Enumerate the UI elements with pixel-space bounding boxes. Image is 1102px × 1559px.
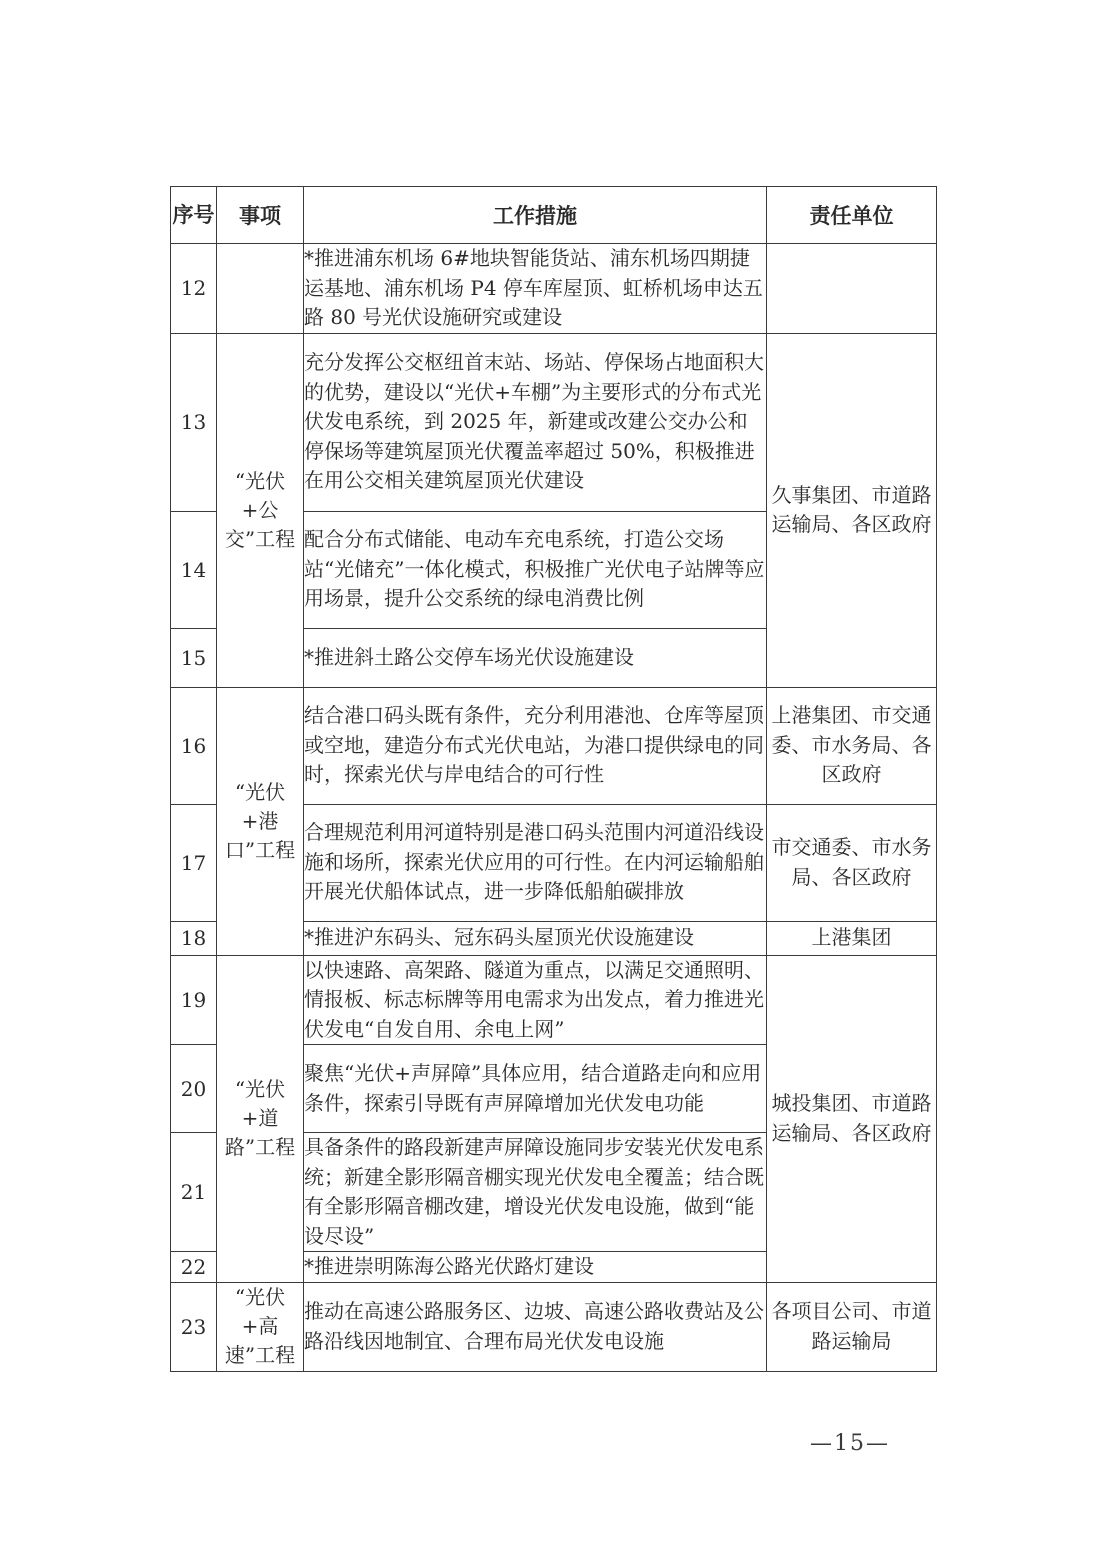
table-row (171, 244, 937, 334)
row-number: 19 (171, 955, 217, 1045)
row-number: 23 (171, 1282, 217, 1371)
table-row (171, 333, 937, 511)
row-number: 16 (171, 687, 217, 804)
measure-cell: *推进斜土路公交停车场光伏设施建设 (304, 628, 767, 687)
item-cell-empty (217, 244, 304, 334)
row-number: 17 (171, 804, 217, 921)
header-row (171, 187, 937, 244)
unit-cell-empty (767, 244, 937, 334)
item-bus: “光伏+公交”工程 (217, 333, 304, 687)
unit-port-17: 市交通委、市水务局、各区政府 (767, 804, 937, 921)
unit-bus: 久事集团、市道路运输局、各区政府 (767, 333, 937, 687)
measure-cell: 具备条件的路段新建声屏障设施同步安装光伏发电系统；新建全影形隔音棚实现光伏发电全覆盖；结合既有全影形隔音棚改建，增设光伏发电设施，做到“能设尽设” (304, 1133, 767, 1252)
table-row (171, 687, 937, 804)
table-row (171, 1282, 937, 1371)
measure-cell: 推动在高速公路服务区、边坡、高速公路收费站及公路沿线因地制宜、合理布局光伏发电设施 (304, 1282, 767, 1371)
unit-port-16: 上港集团、市交通委、市水务局、各区政府 (767, 687, 937, 804)
measure-cell: 充分发挥公交枢纽首末站、场站、停保场占地面积大的优势，建设以“光伏+车棚”为主要形式的分布式光伏发电系统，到 2025 年，新建或改建公交办公和停保场等建筑屋顶光伏覆盖率超过 50%，积极推进在用公交相关建筑屋顶光伏建设 (304, 333, 767, 511)
header-seq: 序号 (171, 187, 217, 244)
unit-highway: 各项目公司、市道路运输局 (767, 1282, 937, 1371)
measure-cell: 配合分布式储能、电动车充电系统，打造公交场站“光储充”一体化模式，积极推广光伏电子站牌等应用场景，提升公交系统的绿电消费比例 (304, 511, 767, 628)
measure-cell: 合理规范利用河道特别是港口码头范围内河道沿线设施和场所，探索光伏应用的可行性。在内河运输船舶开展光伏船体试点，进一步降低船舶碳排放 (304, 804, 767, 921)
page-number: —15— (810, 1431, 890, 1456)
header-item: 事项 (217, 187, 304, 244)
header-unit: 责任单位 (767, 187, 937, 244)
table-row (171, 955, 937, 1045)
measure-cell: *推进沪东码头、冠东码头屋顶光伏设施建设 (304, 921, 767, 955)
measures-table (170, 186, 937, 1372)
item-highway: “光伏+高速”工程 (217, 1282, 304, 1371)
header-measure: 工作措施 (304, 187, 767, 244)
row-number: 18 (171, 921, 217, 955)
row-number: 20 (171, 1045, 217, 1133)
row-number: 13 (171, 333, 217, 511)
measure-cell: *推进崇明陈海公路光伏路灯建设 (304, 1252, 767, 1283)
measure-cell: 结合港口码头既有条件，充分利用港池、仓库等屋顶或空地，建造分布式光伏电站，为港口提供绿电的同时，探索光伏与岸电结合的可行性 (304, 687, 767, 804)
unit-port-18: 上港集团 (767, 921, 937, 955)
item-road: “光伏+道路”工程 (217, 955, 304, 1282)
row-number: 21 (171, 1133, 217, 1252)
unit-road: 城投集团、市道路运输局、各区政府 (767, 955, 937, 1282)
measure-cell: *推进浦东机场 6#地块智能货站、浦东机场四期捷运基地、浦东机场 P4 停车库屋顶、虹桥机场申达五路 80 号光伏设施研究或建设 (304, 244, 767, 334)
item-port: “光伏+港口”工程 (217, 687, 304, 955)
measure-cell: 聚焦“光伏+声屏障”具体应用，结合道路走向和应用条件，探索引导既有声屏障增加光伏发电功能 (304, 1045, 767, 1133)
row-number: 14 (171, 511, 217, 628)
row-number: 15 (171, 628, 217, 687)
row-number: 22 (171, 1252, 217, 1283)
row-number: 12 (171, 244, 217, 334)
measure-cell: 以快速路、高架路、隧道为重点，以满足交通照明、情报板、标志标牌等用电需求为出发点，着力推进光伏发电“自发自用、余电上网” (304, 955, 767, 1045)
